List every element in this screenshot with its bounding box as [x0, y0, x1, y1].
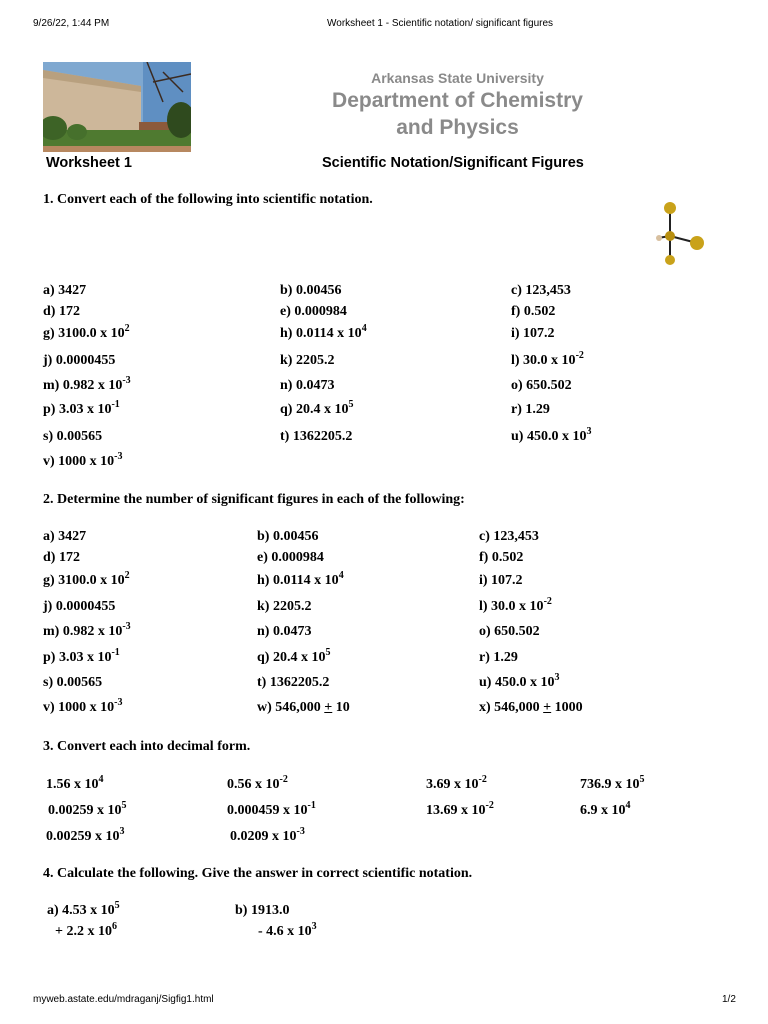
q2-prompt: 2. Determine the number of significant figures in each of the following: — [43, 492, 465, 507]
q3-item-exponent: -2 — [478, 774, 487, 785]
q1-item — [280, 378, 334, 394]
q2-item — [257, 624, 311, 640]
q2-item — [257, 700, 350, 716]
q2-item — [43, 550, 80, 566]
q2-item — [257, 675, 329, 691]
q3-item-text: 6.9 x 10 — [580, 803, 626, 818]
q2-item-exponent: 4 — [338, 570, 344, 581]
q2-item-text: x) 546,000 — [479, 700, 544, 715]
q3-item-exponent: 4 — [98, 774, 104, 785]
q1-item — [43, 353, 115, 369]
department-line-1: Department of Chemistry — [332, 89, 583, 112]
q1-item — [511, 326, 555, 342]
q2-item-exponent: 2 — [124, 570, 130, 581]
print-page-number: 1/2 — [722, 994, 736, 1005]
q1-item-text: q) 20.4 x 10 — [280, 402, 349, 417]
q1-item-exponent: 3 — [586, 426, 592, 437]
worksheet-label: Worksheet 1 — [46, 155, 132, 171]
q2-item-exponent: -3 — [122, 621, 131, 632]
q2-item-exponent: 5 — [325, 647, 331, 658]
print-page-title: Worksheet 1 - Scientific notation/ significant figures — [327, 18, 554, 29]
q1-item — [43, 323, 130, 342]
q4-item — [235, 903, 289, 919]
q4-item — [47, 900, 120, 919]
q2-item-text: a) 3427 — [43, 529, 87, 544]
q1-item — [511, 283, 571, 299]
q2-item — [257, 570, 344, 589]
q4-prompt: 4. Calculate the following. Give the answer in correct scientific notation. — [43, 866, 473, 881]
q2-item — [43, 675, 102, 691]
q3-item-text: 1.56 x 10 — [46, 777, 99, 792]
q2-item — [479, 529, 539, 545]
q2-item-exponent: -2 — [543, 596, 552, 607]
q3-item-text: 0.00259 x 10 — [46, 829, 120, 844]
q2-item-text: v) 1000 x 10 — [43, 700, 115, 715]
q1-item-text: t) 1362205.2 — [280, 429, 353, 444]
q1-prompt: 1. Convert each of the following into scientific notation. — [43, 192, 373, 207]
q1-item-text: a) 3427 — [43, 283, 87, 298]
q1-item — [280, 353, 334, 369]
q1-item-exponent: 2 — [124, 323, 130, 334]
q1-item-text: m) 0.982 x 10 — [43, 378, 123, 393]
q4-item-text: - 4.6 x 10 — [258, 924, 312, 939]
q2-item-text: b) 0.00456 — [257, 529, 319, 544]
q2-item — [257, 550, 324, 566]
q1-item — [511, 304, 555, 320]
q3-item — [426, 774, 487, 793]
q1-item-text: j) 0.0000455 — [43, 353, 116, 368]
q3-item-exponent: -1 — [307, 800, 316, 811]
q1-item-text: u) 450.0 x 10 — [511, 429, 587, 444]
q1-item — [280, 283, 341, 299]
q3-item-text: 0.000459 x 10 — [227, 803, 308, 818]
q1-item-text: v) 1000 x 10 — [43, 454, 115, 469]
q1-item — [511, 402, 550, 418]
q3-item-text: 0.00259 x 10 — [48, 803, 122, 818]
q2-item-text: p) 3.03 x 10 — [43, 650, 112, 665]
q3-item-text: 0.56 x 10 — [227, 777, 280, 792]
q2-item-text: w) 546,000 — [257, 700, 325, 715]
q3-item — [227, 774, 288, 793]
q3-item — [46, 774, 104, 793]
q2-item-text: o) 650.502 — [479, 624, 540, 639]
q2-item — [43, 647, 120, 666]
q1-item-exponent: -2 — [575, 350, 584, 361]
q2-item-exponent: 3 — [554, 672, 560, 683]
q1-item — [43, 451, 123, 470]
q2-item-text: k) 2205.2 — [257, 599, 312, 614]
q1-item — [511, 350, 584, 369]
q2-item — [479, 624, 540, 640]
q4-item — [258, 921, 317, 940]
q1-item-text: s) 0.00565 — [43, 429, 103, 444]
molecule-icon — [652, 198, 712, 268]
q4-item-text: + 2.2 x 10 — [55, 924, 112, 939]
q1-item-text: g) 3100.0 x 10 — [43, 326, 125, 341]
q1-item — [511, 426, 592, 445]
q2-item — [479, 650, 518, 666]
q1-item — [43, 375, 131, 394]
building-photo — [43, 62, 191, 152]
q3-prompt: 3. Convert each into decimal form. — [43, 739, 251, 754]
q1-item-text: d) 172 — [43, 304, 80, 319]
q4-item-exponent: 6 — [111, 921, 117, 932]
q2-item — [479, 573, 523, 589]
q1-item-exponent: -3 — [114, 451, 123, 462]
q2-item-text: r) 1.29 — [479, 650, 518, 665]
q2-item-text: m) 0.982 x 10 — [43, 624, 123, 639]
q2-item — [479, 672, 560, 691]
q2-item-text: i) 107.2 — [479, 573, 523, 588]
q4-item-exponent: 3 — [311, 921, 317, 932]
q4-item-text: a) 4.53 x 10 — [47, 903, 115, 918]
topic-title: Scientific Notation/Significant Figures — [322, 155, 584, 171]
q3-item-exponent: 5 — [121, 800, 127, 811]
q2-item-text: f) 0.502 — [479, 550, 524, 565]
q1-item — [280, 304, 347, 320]
q1-item — [43, 283, 86, 299]
q3-item-text: 0.0209 x 10 — [230, 829, 297, 844]
q2-item-text: d) 172 — [43, 550, 80, 565]
q2-item-text: s) 0.00565 — [43, 675, 103, 690]
q3-item — [46, 826, 125, 845]
q2-item-text: h) 0.0114 x 10 — [257, 573, 339, 588]
q1-item — [43, 304, 80, 320]
q2-item — [43, 529, 86, 545]
print-url: myweb.astate.edu/mdraganj/Sigfig1.html — [33, 994, 214, 1005]
q2-item — [43, 599, 115, 615]
q1-item-text: i) 107.2 — [511, 326, 555, 341]
q2-item-text: j) 0.0000455 — [43, 599, 116, 614]
q2-item-exponent: -1 — [111, 647, 120, 658]
q4-item — [55, 921, 117, 940]
department-line-2: and Physics — [396, 116, 519, 139]
university-name: Arkansas State University — [371, 70, 544, 86]
q2-item-text: n) 0.0473 — [257, 624, 312, 639]
q1-item-text: o) 650.502 — [511, 378, 572, 393]
q4-item-exponent: 5 — [114, 900, 120, 911]
q2-item-exponent: -3 — [114, 697, 123, 708]
q2-item-text: g) 3100.0 x 10 — [43, 573, 125, 588]
q2-item-text: t) 1362205.2 — [257, 675, 330, 690]
q2-item — [479, 550, 523, 566]
q1-item-text: p) 3.03 x 10 — [43, 402, 112, 417]
q2-item — [43, 697, 123, 716]
q1-item-text: l) 30.0 x 10 — [511, 353, 576, 368]
q2-item-text: e) 0.000984 — [257, 550, 324, 565]
q3-item-text: 736.9 x 10 — [580, 777, 640, 792]
q3-item-exponent: -2 — [485, 800, 494, 811]
q1-item-exponent: -1 — [111, 399, 120, 410]
print-datetime: 9/26/22, 1:44 PM — [33, 18, 110, 29]
q1-item — [43, 399, 120, 418]
q1-item — [280, 399, 354, 418]
q1-item-exponent: -3 — [122, 375, 131, 386]
q1-item-text: r) 1.29 — [511, 402, 550, 417]
q2-item — [257, 647, 331, 666]
q3-item-text: 3.69 x 10 — [426, 777, 479, 792]
q2-item-plus-minus: + — [324, 700, 333, 715]
q2-item-text: c) 123,453 — [479, 529, 539, 544]
q1-item-text: n) 0.0473 — [280, 378, 335, 393]
q1-item-text: f) 0.502 — [511, 304, 556, 319]
q3-item-exponent: 4 — [625, 800, 631, 811]
q2-item — [257, 599, 311, 615]
q3-item — [580, 774, 645, 793]
q3-item-exponent: -2 — [279, 774, 288, 785]
q3-item — [230, 826, 305, 845]
q2-item — [43, 621, 131, 640]
q2-item — [257, 529, 318, 545]
q1-item-text: e) 0.000984 — [280, 304, 347, 319]
q3-item-exponent: 3 — [119, 826, 125, 837]
q4-item-text: b) 1913.0 — [235, 903, 290, 918]
q1-item — [511, 378, 572, 394]
q3-item — [580, 800, 631, 819]
q3-item-exponent: -3 — [296, 826, 305, 837]
q2-item-tolerance: 10 — [332, 700, 350, 715]
q1-item-text: b) 0.00456 — [280, 283, 342, 298]
q2-item — [479, 596, 552, 615]
q2-item-plus-minus: + — [543, 700, 552, 715]
q3-item — [48, 800, 127, 819]
q2-item-text: l) 30.0 x 10 — [479, 599, 544, 614]
q2-item-text: q) 20.4 x 10 — [257, 650, 326, 665]
q1-item — [43, 429, 102, 445]
q2-item-tolerance: 1000 — [551, 700, 583, 715]
q2-item-text: u) 450.0 x 10 — [479, 675, 555, 690]
q1-item — [280, 323, 367, 342]
q2-item — [479, 700, 583, 716]
q3-item — [426, 800, 494, 819]
q3-item — [227, 800, 316, 819]
q2-item — [43, 570, 130, 589]
q1-item-text: h) 0.0114 x 10 — [280, 326, 362, 341]
q3-item-text: 13.69 x 10 — [426, 803, 486, 818]
q1-item-exponent: 4 — [361, 323, 367, 334]
q1-item — [280, 429, 352, 445]
q1-item-text: c) 123,453 — [511, 283, 571, 298]
q1-item-text: k) 2205.2 — [280, 353, 335, 368]
q3-item-exponent: 5 — [639, 774, 645, 785]
q1-item-exponent: 5 — [348, 399, 354, 410]
